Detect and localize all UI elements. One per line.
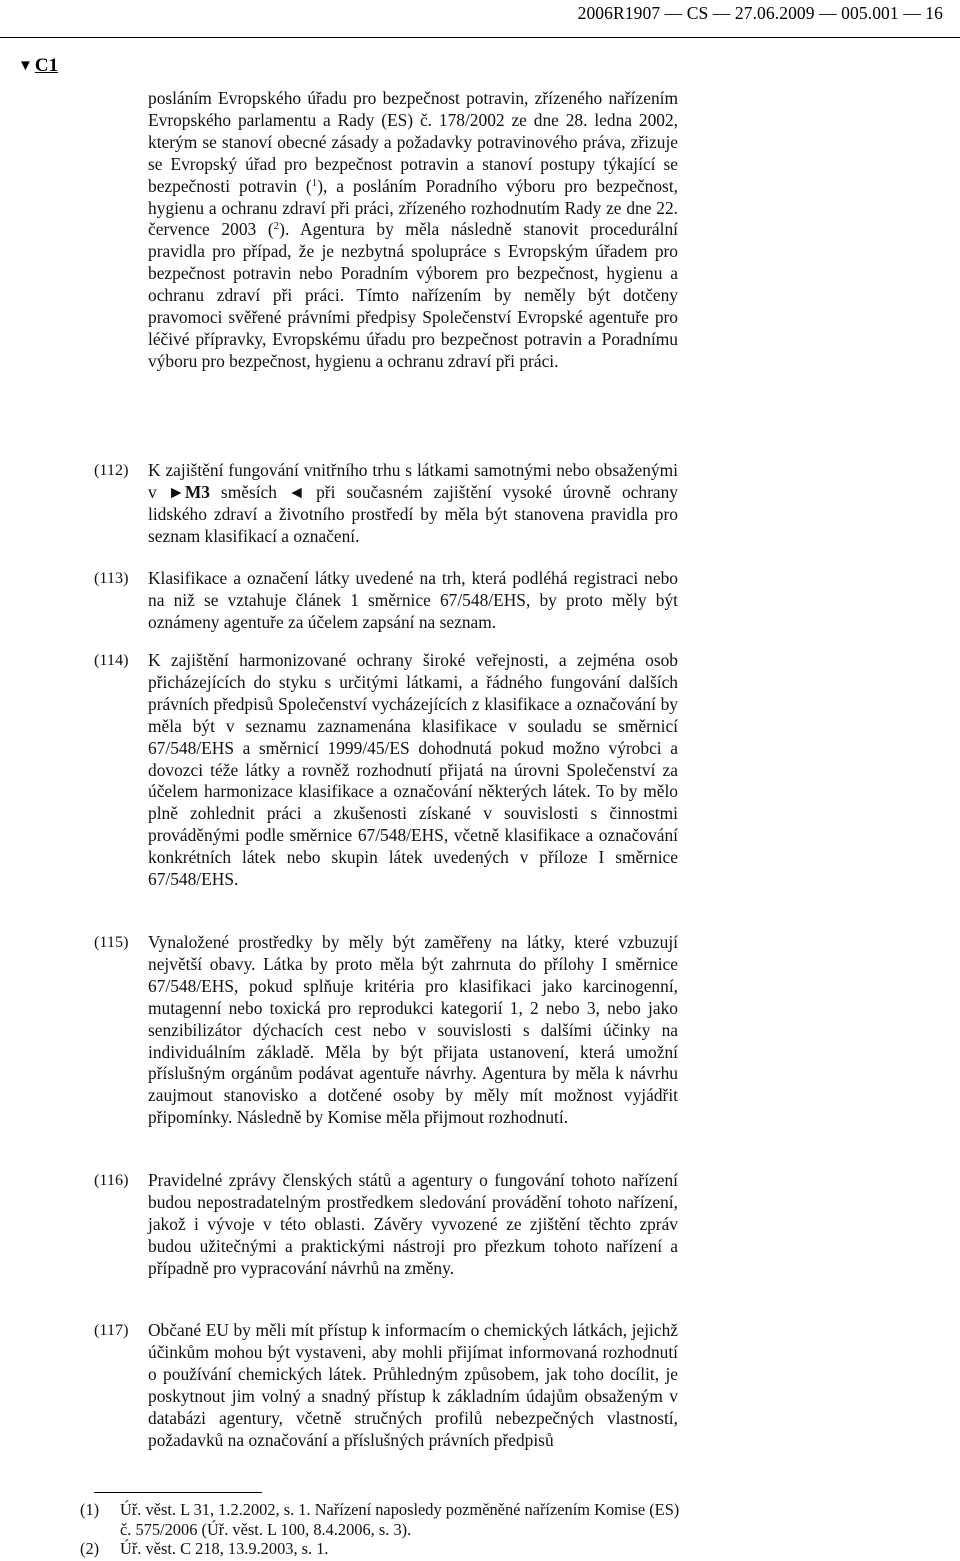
recital-number: (112) [94, 461, 129, 479]
footnote-text: Úř. věst. C 218, 13.9.2003, s. 1. [120, 1539, 329, 1558]
recital-number: (116) [94, 1171, 129, 1189]
consolidation-marker[interactable] [18, 55, 58, 77]
recital-number: (115) [94, 933, 129, 951]
footnote-ref-2[interactable]: 2 [273, 220, 280, 233]
recital-text: Občané EU by měli mít přístup k informacím o chemických látkách, jejichž účinkům mohou být vystaveni, aby mohli přijímat informovaná rozhodnutí o používání chemických látek. Průhledným způsobem, jak toho docílit, je poskytnout jim volný a snadný přístup k základním údajům obsaženým v databázi agentury, včetně stručných profilů nebezpečných vlastností, požadavků na označování a příslušných právních předpisů [148, 1320, 678, 1450]
footnote-ref-1[interactable]: 1 [311, 176, 318, 189]
amendment-code-link[interactable]: C1 [34, 55, 59, 76]
footnote-mark: (2) [80, 1539, 100, 1558]
footnote-1 [80, 1500, 680, 1540]
footnote-2 [80, 1539, 680, 1559]
amendment-start-marker[interactable]: ►M3 [167, 481, 210, 502]
recital-number: (113) [94, 569, 129, 587]
recital-text-part: při současném zajištění vysoké úrovně ochrany lidského zdraví a životního prostředí by měla být stanovena pravidla pro seznam klasifikací a označení. [148, 481, 678, 546]
amended-text: směsích [209, 481, 288, 502]
recital-text: Vynaložené prostředky by měly být zaměřeny na látky, které vzbuzují největší obavy. Látka by proto měla být zahrnuta do přílohy I směrnice 67/548/EHS, pokud splňuje kritéria pro klasifikaci jako karcinogenní, mutagenní nebo toxická pro reprodukci kategorií 1, 2 nebo 3, nebo jako senzibilizátor dýchacích cest nebo v souvislosti s dalšími účinky na individuálním základě. Měla by být přijata ustanovení, která umožní příslušným orgánům podávat agentuře návrhy. Agentura by měla k návrhu zaujmout stanovisko a dotčené osoby by měly mít možnost vyjádřit připomínky. Následně by Komise měla přijmout rozhodnutí. [148, 932, 678, 1128]
footnote-separator [94, 1492, 262, 1493]
recital-text [148, 460, 678, 548]
triangle-down-icon: ▼ [18, 58, 33, 74]
recital-number: (114) [94, 651, 129, 669]
recital-text-part: K zajištění fungování vnitřního trhu s látkami samotnými nebo obsaženými v [148, 460, 678, 502]
continuation-text: posláním Evropského úřadu pro bezpečnost potravin, zřízeného nařízením Evropského parlamentu a Rady (ES) č. 178/2002 ze dne 28. ledna 2002, kterým se stanoví obecné zásady a požadavky potravinového práva, zřizuje se Evropský úřad pro bezpečnost potravin a stanoví postupy týkající se bezpečnosti potravin ( [148, 88, 678, 196]
amendment-end-marker: ◄ [287, 481, 306, 502]
continuation-paragraph [148, 88, 678, 373]
continuation-text-mid: ), a posláním Poradního výboru pro bezpečnost, hygienu a ochranu zdraví při práci, zřízeného rozhodnutím Rady ze dne 22. července 2003 ( [148, 175, 679, 240]
recital-number: (117) [94, 1321, 129, 1339]
document-reference-header: 2006R1907 — CS — 27.06.2009 — 005.001 — 16 [577, 3, 943, 23]
footnote-mark: (1) [80, 1500, 100, 1519]
header-rule [0, 37, 960, 38]
recital-text: K zajištění harmonizované ochrany široké veřejnosti, a zejména osob přicházejících do styku s určitými látkami, a řádného fungování dalších právních předpisů Společenství vycházejících z klasifikace a označování by měla být v seznamu zaznamenána klasifikace v souladu se směrnicí 67/548/EHS a směrnicí 1999/45/ES dohodnutá pokud možno výrobci a dovozci téže látky a rovněž rozhodnutí přijatá na úrovni Společenství za účelem harmonizace klasifikace a označování některých látek. To by mělo plně zohlednit práci a zkušenosti získané v souvislosti s činnostmi prováděnými podle směrnice 67/548/EHS, včetně klasifikace a označování konkrétních látek nebo skupin látek uvedených v příloze I směrnice 67/548/EHS. [148, 650, 678, 890]
recital-text: Pravidelné zprávy členských států a agentury o fungování tohoto nařízení budou nepostradatelným prostředkem sledování provádění tohoto nařízení, jakož i vývoje v této oblasti. Závěry vyvozené ze zjištění těchto zpráv budou užitečnými a praktickými nástroji pro přezkum tohoto nařízení a případně pro vypracování návrhů na změny. [148, 1170, 678, 1278]
recital-text: Klasifikace a označení látky uvedené na trh, která podléhá registraci nebo na niž se vztahuje článek 1 směrnice 67/548/EHS, by proto měly být oznámeny agentuře za účelem zapsání na seznam. [148, 568, 678, 632]
footnote-text: Úř. věst. L 31, 1.2.2002, s. 1. Nařízení naposledy pozměněné nařízením Komise (ES) č. 575/2006 (Úř. věst. L 100, 8.4.2006, s. 3). [120, 1500, 680, 1539]
continuation-text-end: ). Agentura by měla následně stanovit procedurální pravidla pro případ, že je nezbytná spolupráce s Evropským úřadem pro bezpečnost potravin nebo Poradním výborem pro bezpečnost, hygienu a ochranu zdraví při práci. Tímto nařízením by neměly být dotčeny pravomoci svěřené právními předpisy Společenství Evropské agentuře pro léčivé přípravky, Evropskému úřadu pro bezpečnost potravin a Poradnímu výboru pro bezpečnost, hygienu a ochranu zdraví při práci. [148, 219, 678, 371]
